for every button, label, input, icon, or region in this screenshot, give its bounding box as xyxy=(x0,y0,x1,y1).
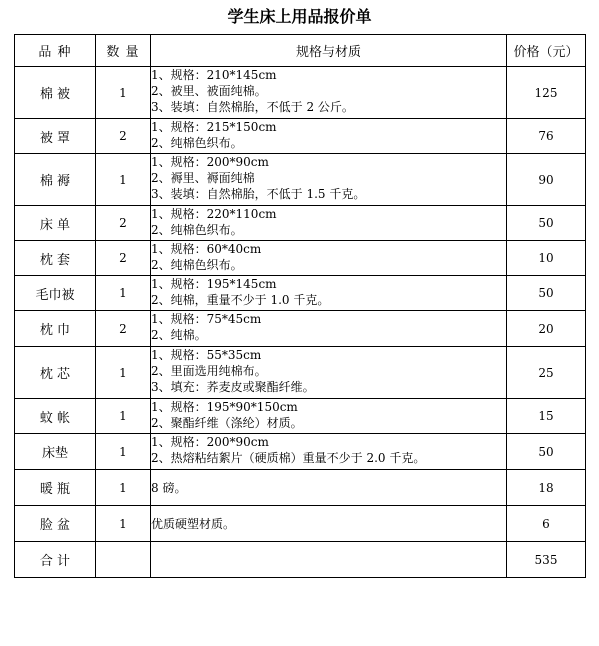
spec-line: 1、规格：75*45cm xyxy=(151,312,262,326)
item-name: 被 罩 xyxy=(15,119,96,154)
table-row xyxy=(15,206,586,241)
spec-line: 优质硬塑材质。 xyxy=(151,516,236,531)
item-qty: 1 xyxy=(96,67,151,119)
header-name: 品 种 xyxy=(15,35,96,67)
item-qty: 2 xyxy=(96,241,151,276)
item-price: 15 xyxy=(507,399,586,434)
table-body xyxy=(15,67,586,542)
item-price: 18 xyxy=(507,470,586,506)
spec-line: 2、热熔粘结絮片（硬质棉）重量不少于 2.0 千克。 xyxy=(151,451,426,465)
spec-line: 1、规格：220*110cm xyxy=(151,207,277,221)
item-spec xyxy=(151,119,507,154)
spec-line: 2、纯棉色织布。 xyxy=(151,223,243,237)
spec-line: 8 磅。 xyxy=(151,480,187,495)
item-spec xyxy=(151,67,507,119)
item-qty: 1 xyxy=(96,276,151,311)
item-name: 枕 套 xyxy=(15,241,96,276)
spec-line: 3、填充：荞麦皮或聚酯纤维。 xyxy=(151,380,315,394)
item-spec xyxy=(151,206,507,241)
item-name: 床垫 xyxy=(15,434,96,470)
header-spec: 规格与材质 xyxy=(151,35,507,67)
spec-line: 2、纯棉。 xyxy=(151,328,207,342)
table-row xyxy=(15,347,586,399)
spec-line: 1、规格：210*145cm xyxy=(151,68,277,82)
item-spec xyxy=(151,276,507,311)
item-name: 毛巾被 xyxy=(15,276,96,311)
item-name: 枕 巾 xyxy=(15,311,96,347)
table-row xyxy=(15,434,586,470)
item-qty: 1 xyxy=(96,506,151,542)
item-spec xyxy=(151,434,507,470)
spec-line: 2、纯棉，重量不少于 1.0 千克。 xyxy=(151,293,330,307)
item-qty: 1 xyxy=(96,154,151,206)
table-row xyxy=(15,67,586,119)
total-row xyxy=(15,542,586,578)
header-price: 价格（元） xyxy=(507,35,586,67)
spec-line: 2、纯棉色织布。 xyxy=(151,136,243,150)
item-spec xyxy=(151,470,507,506)
item-name: 棉 褥 xyxy=(15,154,96,206)
document-title: 学生床上用品报价单 xyxy=(227,7,372,26)
item-qty: 1 xyxy=(96,470,151,506)
item-spec xyxy=(151,241,507,276)
item-price: 50 xyxy=(507,276,586,311)
table-row xyxy=(15,119,586,154)
spec-line: 2、聚酯纤维（涤纶）材质。 xyxy=(151,416,303,430)
item-spec xyxy=(151,399,507,434)
spec-line: 1、规格：195*90*150cm xyxy=(151,400,298,414)
table-row xyxy=(15,276,586,311)
total-price: 535 xyxy=(507,542,586,578)
item-name: 脸 盆 xyxy=(15,506,96,542)
item-name: 棉 被 xyxy=(15,67,96,119)
price-table xyxy=(14,34,586,578)
total-spec xyxy=(151,542,507,578)
table-row xyxy=(15,241,586,276)
item-name: 床 单 xyxy=(15,206,96,241)
item-qty: 2 xyxy=(96,206,151,241)
spec-line: 1、规格：60*40cm xyxy=(151,242,262,256)
item-price: 90 xyxy=(507,154,586,206)
total-qty xyxy=(96,542,151,578)
item-qty: 1 xyxy=(96,399,151,434)
spec-line: 2、里面选用纯棉布。 xyxy=(151,364,267,378)
spec-line: 1、规格：215*150cm xyxy=(151,120,277,134)
table-row xyxy=(15,399,586,434)
item-spec xyxy=(151,506,507,542)
item-price: 50 xyxy=(507,434,586,470)
spec-line: 2、纯棉色织布。 xyxy=(151,258,243,272)
table-header-row xyxy=(15,35,586,67)
table-row xyxy=(15,470,586,506)
item-spec xyxy=(151,347,507,399)
item-price: 6 xyxy=(507,506,586,542)
spec-line: 3、装填：自然棉胎，不低于 1.5 千克。 xyxy=(151,187,366,201)
spec-line: 2、褥里、褥面纯棉 xyxy=(151,171,255,185)
item-name: 暖 瓶 xyxy=(15,470,96,506)
item-qty: 1 xyxy=(96,347,151,399)
table-row xyxy=(15,311,586,347)
spec-line: 3、装填：自然棉胎，不低于 2 公斤。 xyxy=(151,100,354,114)
item-qty: 1 xyxy=(96,434,151,470)
item-spec xyxy=(151,154,507,206)
item-qty: 2 xyxy=(96,311,151,347)
item-price: 76 xyxy=(507,119,586,154)
spec-line: 1、规格：200*90cm xyxy=(151,155,269,169)
spec-line: 1、规格：195*145cm xyxy=(151,277,277,291)
table-row xyxy=(15,154,586,206)
spec-line: 1、规格：55*35cm xyxy=(151,348,262,362)
item-spec xyxy=(151,311,507,347)
total-label: 合 计 xyxy=(15,542,96,578)
item-price: 20 xyxy=(507,311,586,347)
item-price: 25 xyxy=(507,347,586,399)
table-row xyxy=(15,506,586,542)
item-qty: 2 xyxy=(96,119,151,154)
item-price: 125 xyxy=(507,67,586,119)
spec-line: 2、被里、被面纯棉。 xyxy=(151,84,267,98)
item-name: 枕 芯 xyxy=(15,347,96,399)
spec-line: 1、规格：200*90cm xyxy=(151,435,269,449)
header-qty: 数 量 xyxy=(96,35,151,67)
item-price: 10 xyxy=(507,241,586,276)
item-price: 50 xyxy=(507,206,586,241)
item-name: 蚊 帐 xyxy=(15,399,96,434)
